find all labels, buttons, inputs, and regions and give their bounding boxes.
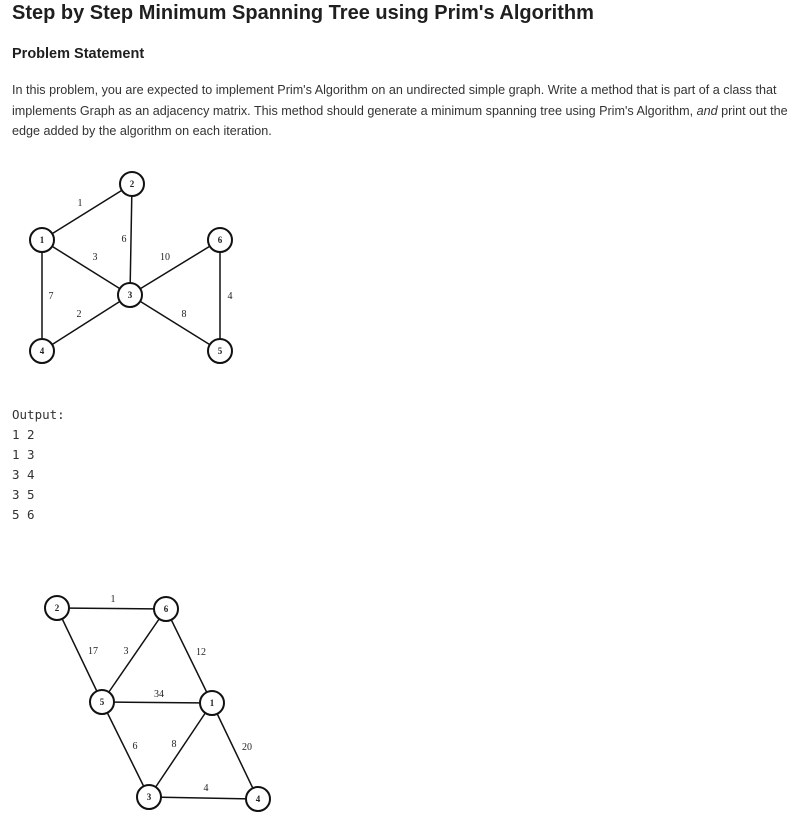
g1-weight-1-3: 3 — [92, 252, 98, 263]
statement-part-2: print out the edge added by the algorithm on each iteration. — [12, 103, 788, 138]
g2-node-label-1: 1 — [209, 698, 215, 708]
statement-part-1: In this problem, you are expected to implement Prim's Algorithm on an undirected simple graph. Write a method that is part of a class that implements Graph as an adjacency matrix. This method should generate a minimum spanning tree using Prim's Algorithm, — [12, 83, 777, 118]
graph-2-edge-weights — [88, 594, 252, 794]
g2-edge-2-6 — [57, 608, 166, 609]
g2-edge-5-1 — [102, 702, 212, 703]
g2-node-label-6: 6 — [163, 604, 169, 614]
output-line: 1 2 — [12, 427, 35, 442]
g2-node-label-3: 3 — [146, 792, 152, 802]
g1-weight-3-4: 2 — [76, 309, 82, 320]
g1-node-label-5: 5 — [217, 346, 223, 356]
output-label: Output: — [12, 407, 65, 422]
output-line: 3 5 — [12, 487, 35, 502]
g1-weight-6-5: 4 — [227, 291, 233, 302]
g2-node-label-2: 2 — [54, 603, 60, 613]
g1-node-label-3: 3 — [127, 290, 133, 300]
g2-edge-5-3 — [102, 702, 149, 797]
page-title: Step by Step Minimum Spanning Tree using Prim's Algorithm — [12, 2, 594, 24]
output-line: 1 3 — [12, 447, 35, 462]
g2-node-label-4: 4 — [255, 794, 261, 804]
g1-weight-3-6: 10 — [160, 252, 170, 263]
g1-node-label-1: 1 — [39, 235, 45, 245]
g2-weight-2-6: 1 — [110, 594, 116, 605]
g1-node-label-4: 4 — [39, 346, 45, 356]
g1-weight-1-2: 1 — [77, 198, 83, 209]
problem-statement-heading: Problem Statement — [12, 46, 145, 62]
graph-2-node-labels — [55, 603, 261, 804]
g2-weight-3-4: 4 — [203, 783, 209, 794]
statement-emphasis: and — [696, 103, 718, 118]
g1-node-label-6: 6 — [217, 235, 223, 245]
output-line: 5 6 — [12, 507, 35, 522]
graph-2-nodes — [45, 596, 270, 811]
g2-weight-2-5: 17 — [88, 646, 98, 657]
g2-node-label-5: 5 — [99, 697, 105, 707]
g1-weight-1-4: 7 — [48, 291, 54, 302]
g2-edge-3-4 — [149, 797, 258, 799]
output-line: 3 4 — [12, 467, 35, 482]
g1-weight-3-5: 8 — [181, 309, 187, 320]
g2-weight-1-4: 20 — [242, 742, 252, 753]
g2-weight-1-3: 8 — [171, 739, 177, 750]
graph-2-edges — [57, 608, 258, 799]
g2-weight-5-1: 34 — [154, 689, 164, 700]
g1-weight-2-3: 6 — [121, 234, 127, 245]
g2-weight-6-5: 3 — [123, 646, 129, 657]
g2-weight-6-1: 12 — [196, 647, 206, 658]
g1-node-label-2: 2 — [129, 179, 135, 189]
g2-weight-5-3: 6 — [132, 741, 138, 752]
